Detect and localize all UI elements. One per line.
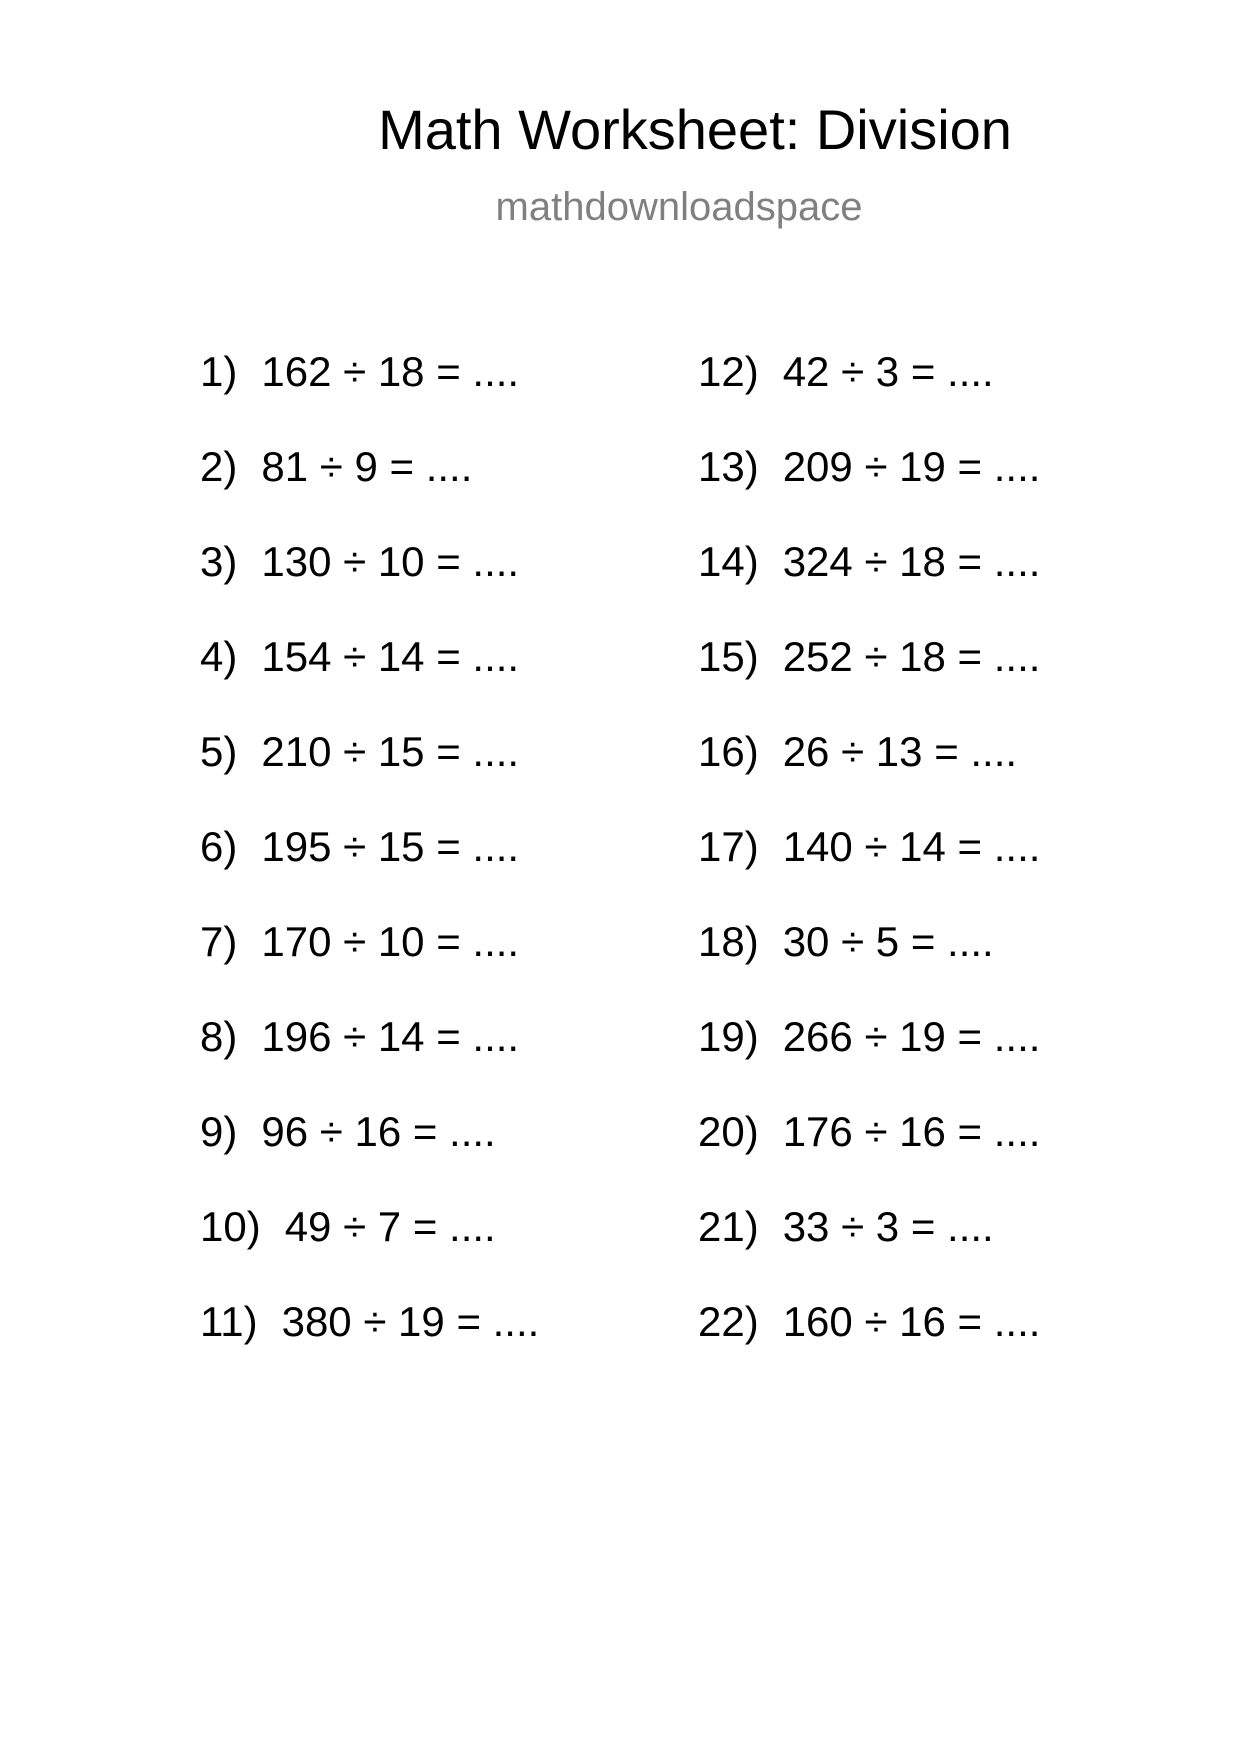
- problem-expression: 42 ÷ 3 = ....: [782, 348, 994, 395]
- problem-expression: 195 ÷ 15 = ....: [261, 823, 520, 870]
- problem-17: [698, 823, 1040, 918]
- problem-expression: 266 ÷ 19 = ....: [782, 1013, 1041, 1060]
- problem-22: [698, 1298, 1040, 1393]
- problem-4: [200, 633, 539, 728]
- problem-expression: 33 ÷ 3 = ....: [782, 1203, 994, 1250]
- problem-expression: 324 ÷ 18 = ....: [782, 538, 1041, 585]
- problem-number: 1): [200, 348, 238, 395]
- problem-number: 13): [698, 443, 759, 490]
- page-subtitle: mathdownloadspace: [495, 185, 863, 229]
- problem-14: [698, 538, 1040, 633]
- problem-number: 10): [200, 1203, 261, 1250]
- problem-5: [200, 728, 539, 823]
- problems-right-column: [698, 348, 1040, 1393]
- problem-21: [698, 1203, 1040, 1298]
- problem-number: 12): [698, 348, 759, 395]
- problem-number: 22): [698, 1298, 759, 1345]
- problem-11: [200, 1298, 539, 1393]
- problem-number: 8): [200, 1013, 238, 1060]
- problem-7: [200, 918, 539, 1013]
- problems-left-column: [200, 348, 539, 1393]
- problem-expression: 130 ÷ 10 = ....: [261, 538, 520, 585]
- problem-expression: 252 ÷ 18 = ....: [782, 633, 1041, 680]
- problem-expression: 176 ÷ 16 = ....: [782, 1108, 1041, 1155]
- problem-18: [698, 918, 1040, 1013]
- problem-expression: 170 ÷ 10 = ....: [261, 918, 520, 965]
- problem-number: 21): [698, 1203, 759, 1250]
- problem-number: 5): [200, 728, 238, 775]
- problem-20: [698, 1108, 1040, 1203]
- problem-3: [200, 538, 539, 633]
- problem-expression: 380 ÷ 19 = ....: [281, 1298, 540, 1345]
- problem-16: [698, 728, 1040, 823]
- problem-19: [698, 1013, 1040, 1108]
- problem-15: [698, 633, 1040, 728]
- problem-number: 17): [698, 823, 759, 870]
- problem-number: 3): [200, 538, 238, 585]
- problem-expression: 26 ÷ 13 = ....: [782, 728, 1018, 775]
- problem-expression: 81 ÷ 9 = ....: [261, 443, 473, 490]
- problem-number: 15): [698, 633, 759, 680]
- problem-expression: 160 ÷ 16 = ....: [782, 1298, 1041, 1345]
- problem-expression: 196 ÷ 14 = ....: [261, 1013, 520, 1060]
- problem-number: 2): [200, 443, 238, 490]
- problem-expression: 162 ÷ 18 = ....: [261, 348, 520, 395]
- problem-number: 19): [698, 1013, 759, 1060]
- problem-number: 20): [698, 1108, 759, 1155]
- problem-10: [200, 1203, 539, 1298]
- problem-expression: 96 ÷ 16 = ....: [261, 1108, 496, 1155]
- problem-number: 6): [200, 823, 238, 870]
- problem-1: [200, 348, 539, 443]
- problem-expression: 209 ÷ 19 = ....: [782, 443, 1041, 490]
- problem-expression: 154 ÷ 14 = ....: [261, 633, 520, 680]
- problem-number: 18): [698, 918, 759, 965]
- problem-2: [200, 443, 539, 538]
- problem-number: 7): [200, 918, 238, 965]
- problem-12: [698, 348, 1040, 443]
- page-title: Math Worksheet: Division: [378, 98, 1012, 161]
- problem-number: 14): [698, 538, 759, 585]
- problem-9: [200, 1108, 539, 1203]
- problem-number: 4): [200, 633, 238, 680]
- problem-13: [698, 443, 1040, 538]
- problem-expression: 140 ÷ 14 = ....: [782, 823, 1041, 870]
- problem-number: 16): [698, 728, 759, 775]
- problem-number: 9): [200, 1108, 238, 1155]
- problem-number: 11): [200, 1298, 258, 1345]
- problem-8: [200, 1013, 539, 1108]
- problem-6: [200, 823, 539, 918]
- problem-expression: 210 ÷ 15 = ....: [261, 728, 520, 775]
- problem-expression: 30 ÷ 5 = ....: [782, 918, 994, 965]
- problem-expression: 49 ÷ 7 = ....: [284, 1203, 496, 1250]
